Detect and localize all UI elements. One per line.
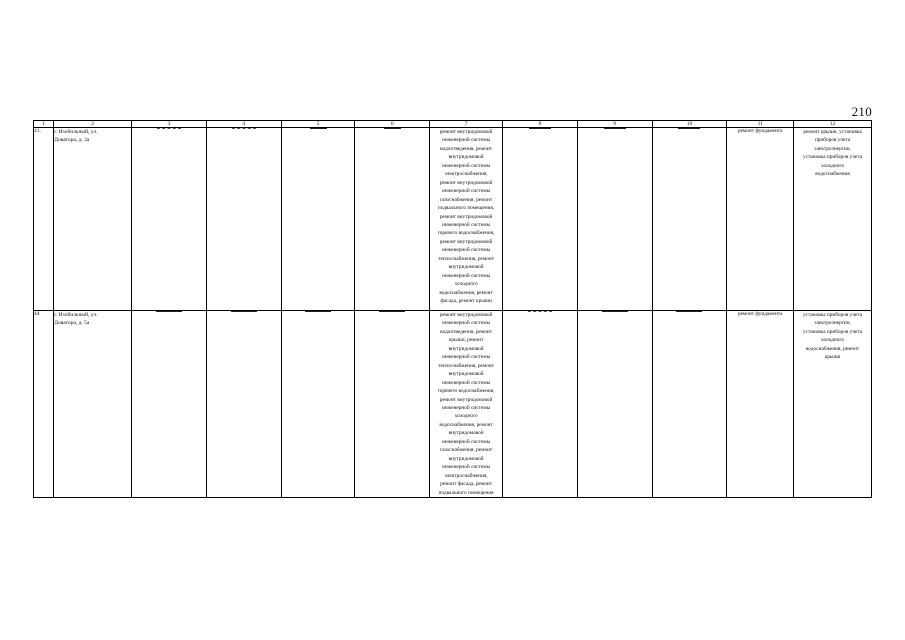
row-number: 41.: [34, 128, 54, 311]
work-list-cell: [430, 128, 503, 311]
work-line: инженерной системы: [441, 137, 491, 144]
work-line: ремонт внутридомовой: [439, 129, 493, 135]
work-list-cell: [430, 311, 503, 498]
metering-line: водоснабжения: [815, 171, 850, 178]
dash-mark: [379, 311, 405, 312]
work-line: внутридомовой: [448, 264, 484, 271]
address-line: г. Изобильный, ул.: [54, 312, 98, 318]
work-line: внутридомовой: [448, 345, 484, 352]
column-header: 1: [34, 121, 54, 128]
work-line: инженерной системы: [441, 464, 491, 471]
work-line: водоснабжения, ремонт: [439, 289, 493, 296]
address-line: Доватора, д. 5а: [54, 320, 90, 327]
work-line: ремонт внутридомовой: [439, 213, 493, 220]
work-line: инженерной системы: [441, 438, 491, 445]
work-line: подвального помещения,: [437, 205, 495, 212]
column-header: 2: [54, 121, 132, 128]
page-number: 210: [851, 104, 872, 119]
work-line: внутридомовой: [448, 455, 484, 462]
work-line: теплоснабжения, ремонт: [438, 255, 495, 262]
metering-line: холодного: [821, 162, 845, 169]
column-header: 6: [355, 121, 430, 128]
work-line: теплоснабжения, ремонт: [438, 362, 495, 369]
column-header: 5: [281, 121, 355, 128]
dash-mark: [676, 311, 702, 312]
work-line: инженерной системы: [441, 188, 491, 195]
column-header: 8: [502, 121, 577, 128]
metering-line: установка приборов учета: [803, 312, 863, 318]
work-line: ремонт внутридомовой: [439, 312, 493, 318]
header-row: [34, 121, 872, 128]
empty-dash-cell: [355, 311, 430, 498]
work-line: крыши, ремонт: [448, 337, 484, 344]
work-line: ремонт внутридомовой: [439, 179, 493, 186]
dash-mark: [232, 128, 256, 129]
empty-dash-cell: [502, 128, 577, 311]
dash-mark: [529, 128, 551, 129]
dash-mark: [384, 128, 401, 129]
metering-line: ремонт крыши, установка: [803, 129, 862, 135]
work-line: горячего водоснабжения,: [437, 388, 495, 395]
dash-mark: [678, 128, 700, 129]
table-row: [34, 128, 872, 311]
column-header: 9: [577, 121, 652, 128]
work-line: инженерной системы: [441, 404, 491, 411]
column-header: 4: [206, 121, 281, 128]
row-number: 44: [34, 311, 54, 498]
metering-line: установка приборов учета: [803, 154, 863, 161]
column-header: 10: [652, 121, 727, 128]
work-line: водоотведения, ремонт: [440, 145, 493, 152]
work-line: электроснабжения,: [444, 472, 488, 479]
metering-line: электроэнергии,: [814, 320, 851, 327]
work-line: горячего водоснабжения,: [437, 230, 495, 237]
empty-dash-cell: [577, 128, 652, 311]
work-line: внутридомовой: [448, 371, 484, 378]
work-line: инженерной системы: [441, 221, 491, 228]
work-line: холодного: [454, 281, 478, 288]
empty-dash-cell: [206, 311, 281, 498]
work-line: газоснабжения, ремонт: [439, 447, 493, 454]
empty-dash-cell: [132, 128, 207, 311]
empty-dash-cell: [577, 311, 652, 498]
work-line: инженерной системы: [441, 379, 491, 386]
work-line: водоснабжения, ремонт: [439, 421, 493, 428]
work-line: ремонт внутридомовой: [439, 238, 493, 245]
work-line: холодного: [454, 413, 478, 420]
column-header: 3: [132, 121, 207, 128]
dash-mark: [310, 128, 327, 129]
metering-line: электроэнергии,: [814, 145, 851, 152]
address-cell: [54, 128, 132, 311]
dash-mark: [528, 311, 552, 312]
dash-mark: [305, 311, 331, 312]
address-line: Доватора, д. 3а: [54, 137, 90, 144]
work-line: водоотведения, ремонт: [440, 328, 493, 335]
address-line: г. Изобильный, ул.: [54, 129, 98, 135]
work-line: внутридомовой: [448, 430, 484, 437]
metering-line: крыши: [824, 354, 841, 361]
work-line: инженерной системы: [441, 247, 491, 254]
metering-cell: [794, 128, 872, 311]
address-cell: [54, 311, 132, 498]
empty-dash-cell: [652, 311, 727, 498]
dash-mark: [602, 311, 628, 312]
empty-dash-cell: [132, 311, 207, 498]
column-header: 11: [727, 121, 794, 128]
work-line: подвального помещения: [438, 489, 494, 496]
table-row: [34, 311, 872, 498]
foundation-repair-cell: ремонт фундамента: [727, 128, 794, 311]
dash-mark: [157, 128, 181, 129]
work-line: ремонт фасада, ремонт: [440, 481, 493, 488]
dash-mark: [604, 128, 626, 129]
works-table: [33, 120, 872, 498]
empty-dash-cell: [355, 128, 430, 311]
work-line: инженерной системы: [441, 272, 491, 279]
work-line: ремонт внутридомовой: [439, 396, 493, 403]
metering-line: установка приборов учета: [803, 328, 863, 335]
empty-dash-cell: [652, 128, 727, 311]
work-line: фасада, ремонт крыши: [440, 298, 492, 305]
work-line: инженерной системы: [441, 320, 491, 327]
metering-cell: [794, 311, 872, 498]
metering-line: холодного: [821, 337, 845, 344]
work-line: газоснабжения, ремонт: [439, 196, 493, 203]
empty-dash-cell: [281, 128, 355, 311]
column-header: 12: [794, 121, 872, 128]
dash-mark: [156, 311, 182, 312]
empty-dash-cell: [502, 311, 577, 498]
work-line: электроснабжения,: [444, 171, 488, 178]
dash-mark: [231, 311, 257, 312]
work-line: инженерной системы: [441, 162, 491, 169]
column-header: 7: [430, 121, 503, 128]
foundation-repair-cell: ремонт фундамента: [727, 311, 794, 498]
metering-line: приборов учета: [814, 137, 851, 144]
work-line: инженерной системы: [441, 354, 491, 361]
empty-dash-cell: [206, 128, 281, 311]
metering-line: водоснабжения, ремонт: [805, 345, 860, 352]
work-line: внутридомовой: [448, 154, 484, 161]
empty-dash-cell: [281, 311, 355, 498]
